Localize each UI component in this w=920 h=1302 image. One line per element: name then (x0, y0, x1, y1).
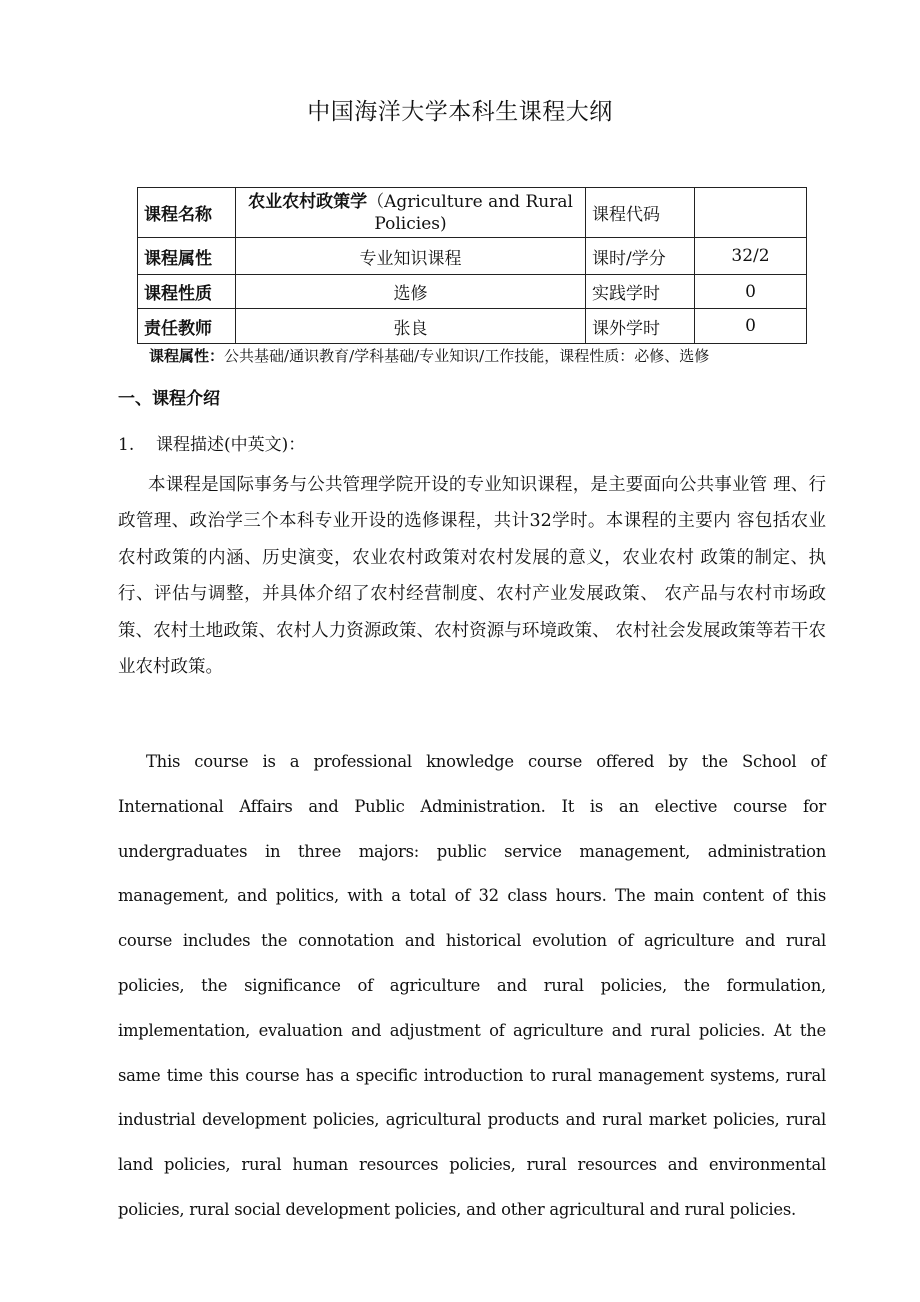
section-heading: 一、课程介绍 (118, 389, 220, 409)
hours-credits-value: 32/2 (695, 238, 807, 275)
attribute-note (149, 345, 709, 366)
attribute-note-text: 公共基础/通识教育/学科基础/专业知识/工作技能，课程性质：必修、选修 (224, 347, 710, 365)
subsection-number: 1. (118, 435, 135, 455)
table-row-teacher (138, 309, 807, 344)
course-code-label: 课程代码 (586, 188, 695, 238)
description-chinese: 本课程是国际事务与公共管理学院开设的专业知识课程，是主要面向公共事业管 理、行政管理、政治学三个本科专业开设的选修课程，共计32学时。本课程的主要内 容包括农业农村政策的内涵、历史演变，农业农村政策对农村发展的意义，农业农村 政策的制定、执行、评估与调整，并具体介绍了农村经营制度、农村产业发展政策、 农产品与农村市场政策、农村土地政策、农村人力资源政策、农村资源与环境政策、 农村社会发展政策等若干农业农村政策。 (118, 475, 826, 678)
table-row-course-name (138, 188, 807, 238)
description-english: This course is a professional knowledge course offered by the School of International Affairs and Public Administration. It is an elective course for undergraduates in three majors: public service management, administration management, and politics, with a total of 32 class hours. The main content of this course includes the connotation and historical evolution of agriculture and rural policies, the significance of agriculture and rural policies, the formulation, implementation, evaluation and adjustment of agriculture and rural policies. At the same time this course has a specific introduction to rural management systems, rural industrial development policies, agricultural products and rural market policies, rural land policies, rural human resources policies, rural resources and environmental policies, rural social development policies, and other agricultural and rural policies. (118, 752, 826, 1219)
course-code-value (695, 188, 807, 238)
teacher-value: 张良 (236, 309, 586, 344)
course-nature-value: 选修 (236, 275, 586, 309)
table-row-course-attribute (138, 238, 807, 275)
subsection-heading (118, 430, 305, 455)
table-row-course-nature (138, 275, 807, 309)
practice-hours-value: 0 (695, 275, 807, 309)
hours-credits-label: 课时/学分 (586, 238, 695, 275)
extra-hours-value: 0 (695, 309, 807, 344)
course-name-value (236, 188, 586, 238)
course-name-cn: 农业农村政策学 (248, 191, 368, 212)
course-nature-label: 课程性质 (138, 275, 236, 309)
course-name-label: 课程名称 (138, 188, 236, 238)
practice-hours-label: 实践学时 (586, 275, 695, 309)
extra-hours-label: 课外学时 (586, 309, 695, 344)
teacher-label: 责任教师 (138, 309, 236, 344)
subsection-title: 课程描述(中英文)： (156, 435, 306, 455)
course-attribute-value: 专业知识课程 (236, 238, 586, 275)
course-attribute-label: 课程属性 (138, 238, 236, 275)
attribute-note-label: 课程属性： (149, 347, 225, 365)
course-name-en: （Agriculture and Rural Policies) (367, 191, 573, 234)
page-title: 中国海洋大学本科生课程大纲 (307, 99, 613, 125)
course-info-table (137, 187, 807, 344)
